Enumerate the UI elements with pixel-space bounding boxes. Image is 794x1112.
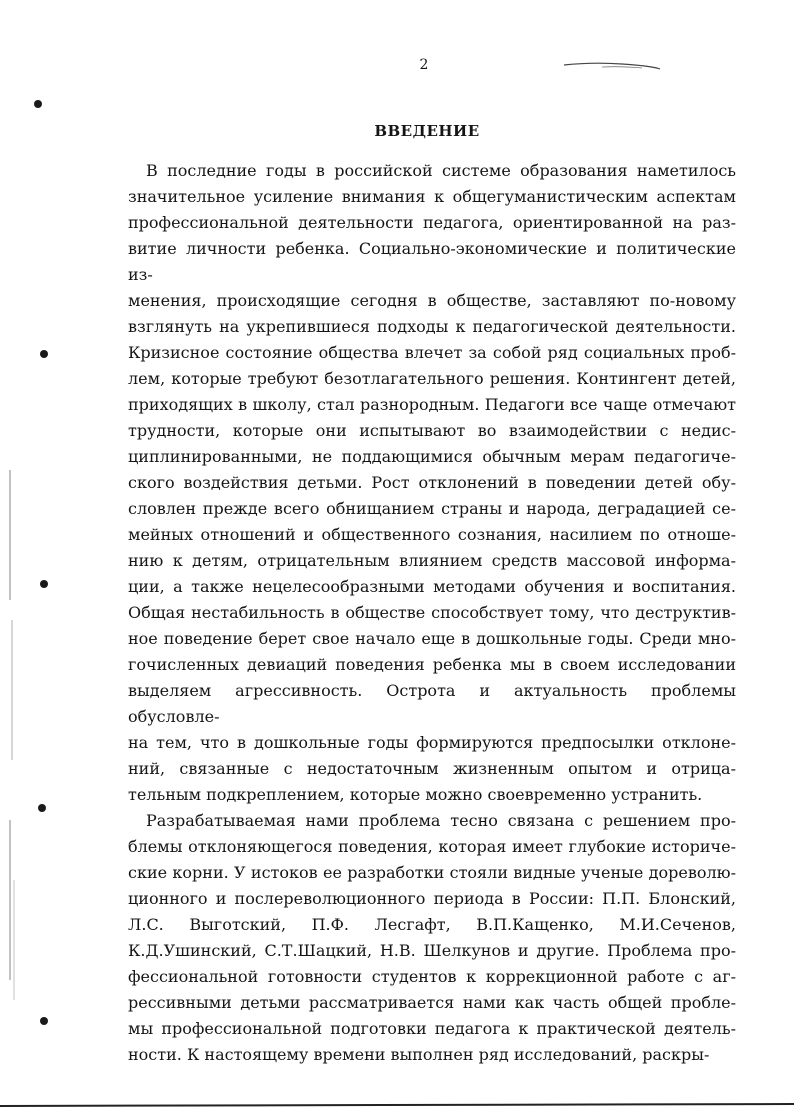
text-line: Разрабатываемая нами проблема тесно связана с решением про- [146, 811, 736, 830]
text-line: менения, происходящие сегодня в обществе, заставляют по-новому [128, 291, 736, 310]
text-line: В последние годы в российской системе образования наметилось [146, 161, 736, 180]
punch-hole-mark [40, 580, 48, 588]
section-heading: ВВЕДЕНИЕ [374, 122, 480, 140]
text-line: К.Д.Ушинский, С.Т.Шацкий, Н.В. Шелкунов и другие. Проблема про- [128, 941, 736, 960]
text-line: рессивными детьми рассматривается нами как часть общей пробле- [128, 993, 736, 1012]
text-line: ности. К настоящему времени выполнен ряд исследований, раскры- [128, 1045, 710, 1064]
text-line: трудности, которые они испытывают во взаимодействии с недис- [128, 421, 736, 440]
text-line: на тем, что в дошкольные годы формируются предпосылки отклоне- [128, 733, 736, 752]
text-line: ционного и послереволюционного периода в России: П.П. Блонский, [128, 889, 736, 908]
text-line: циплинированными, не поддающимися обычным мерам педагогиче- [128, 447, 736, 466]
text-line: витие личности ребенка. Социально-экономические и политические из- [128, 239, 736, 284]
text-line: профессиональной деятельности педагога, ориентированной на раз- [128, 213, 736, 232]
text-line: тельным подкреплением, которые можно своевременно устранить. [128, 785, 703, 804]
paragraph-introduction [128, 158, 736, 808]
text-line: нию к детям, отрицательным влиянием средств массовой информа- [128, 551, 736, 570]
text-line: мы профессиональной подготовки педагога к практической деятель- [128, 1019, 736, 1038]
text-line: Общая нестабильность в обществе способствует тому, что деструктив- [128, 603, 736, 622]
scan-bottom-edge [0, 1098, 794, 1112]
punch-hole-mark [34, 100, 42, 108]
text-line: мейных отношений и общественного сознания, насилием по отноше- [128, 525, 736, 544]
punch-hole-mark [40, 350, 48, 358]
text-line: выделяем агрессивность. Острота и актуальность проблемы обусловле- [128, 681, 736, 726]
punch-hole-mark [38, 804, 46, 812]
text-line: Л.С. Выготский, П.Ф. Лесгафт, В.П.Кащенко, М.И.Сеченов, [128, 915, 736, 934]
text-line: словлен прежде всего обнищанием страны и народа, деградацией се- [128, 499, 736, 518]
paragraph-history [128, 808, 736, 1068]
binding-margin-marks [0, 0, 60, 1112]
punch-hole-mark [40, 1017, 48, 1025]
text-line: лем, которые требуют безотлагательного решения. Контингент детей, [128, 369, 736, 388]
text-line: ний, связанные с недостаточным жизненным опытом и отрица- [128, 759, 736, 778]
text-line: Кризисное состояние общества влечет за собой ряд социальных проб- [128, 343, 736, 362]
text-line: приходящих в школу, стал разнородным. Педагоги все чаще отмечают [128, 395, 736, 414]
scan-artifact-mark [562, 60, 662, 74]
text-line: фессиональной готовности студентов к коррекционной работе с аг- [128, 967, 736, 986]
text-line: ские корни. У истоков ее разработки стояли видные ученые дореволю- [128, 863, 736, 882]
page-number: 2 [419, 57, 429, 73]
text-line: ции, а также нецелесообразными методами обучения и воспитания. [128, 577, 736, 596]
text-line: ное поведение берет свое начало еще в дошкольные годы. Среди мно- [128, 629, 736, 648]
text-line: взглянуть на укрепившиеся подходы к педагогической деятельности. [128, 317, 736, 336]
text-line: блемы отклоняющегося поведения, которая имеет глубокие историче- [128, 837, 736, 856]
body-text [128, 158, 736, 1068]
text-line: значительное усиление внимания к общегуманистическим аспектам [128, 187, 736, 206]
text-line: ского воздействия детьми. Рост отклонений в поведении детей обу- [128, 473, 736, 492]
text-line: гочисленных девиаций поведения ребенка мы в своем исследовании [128, 655, 736, 674]
